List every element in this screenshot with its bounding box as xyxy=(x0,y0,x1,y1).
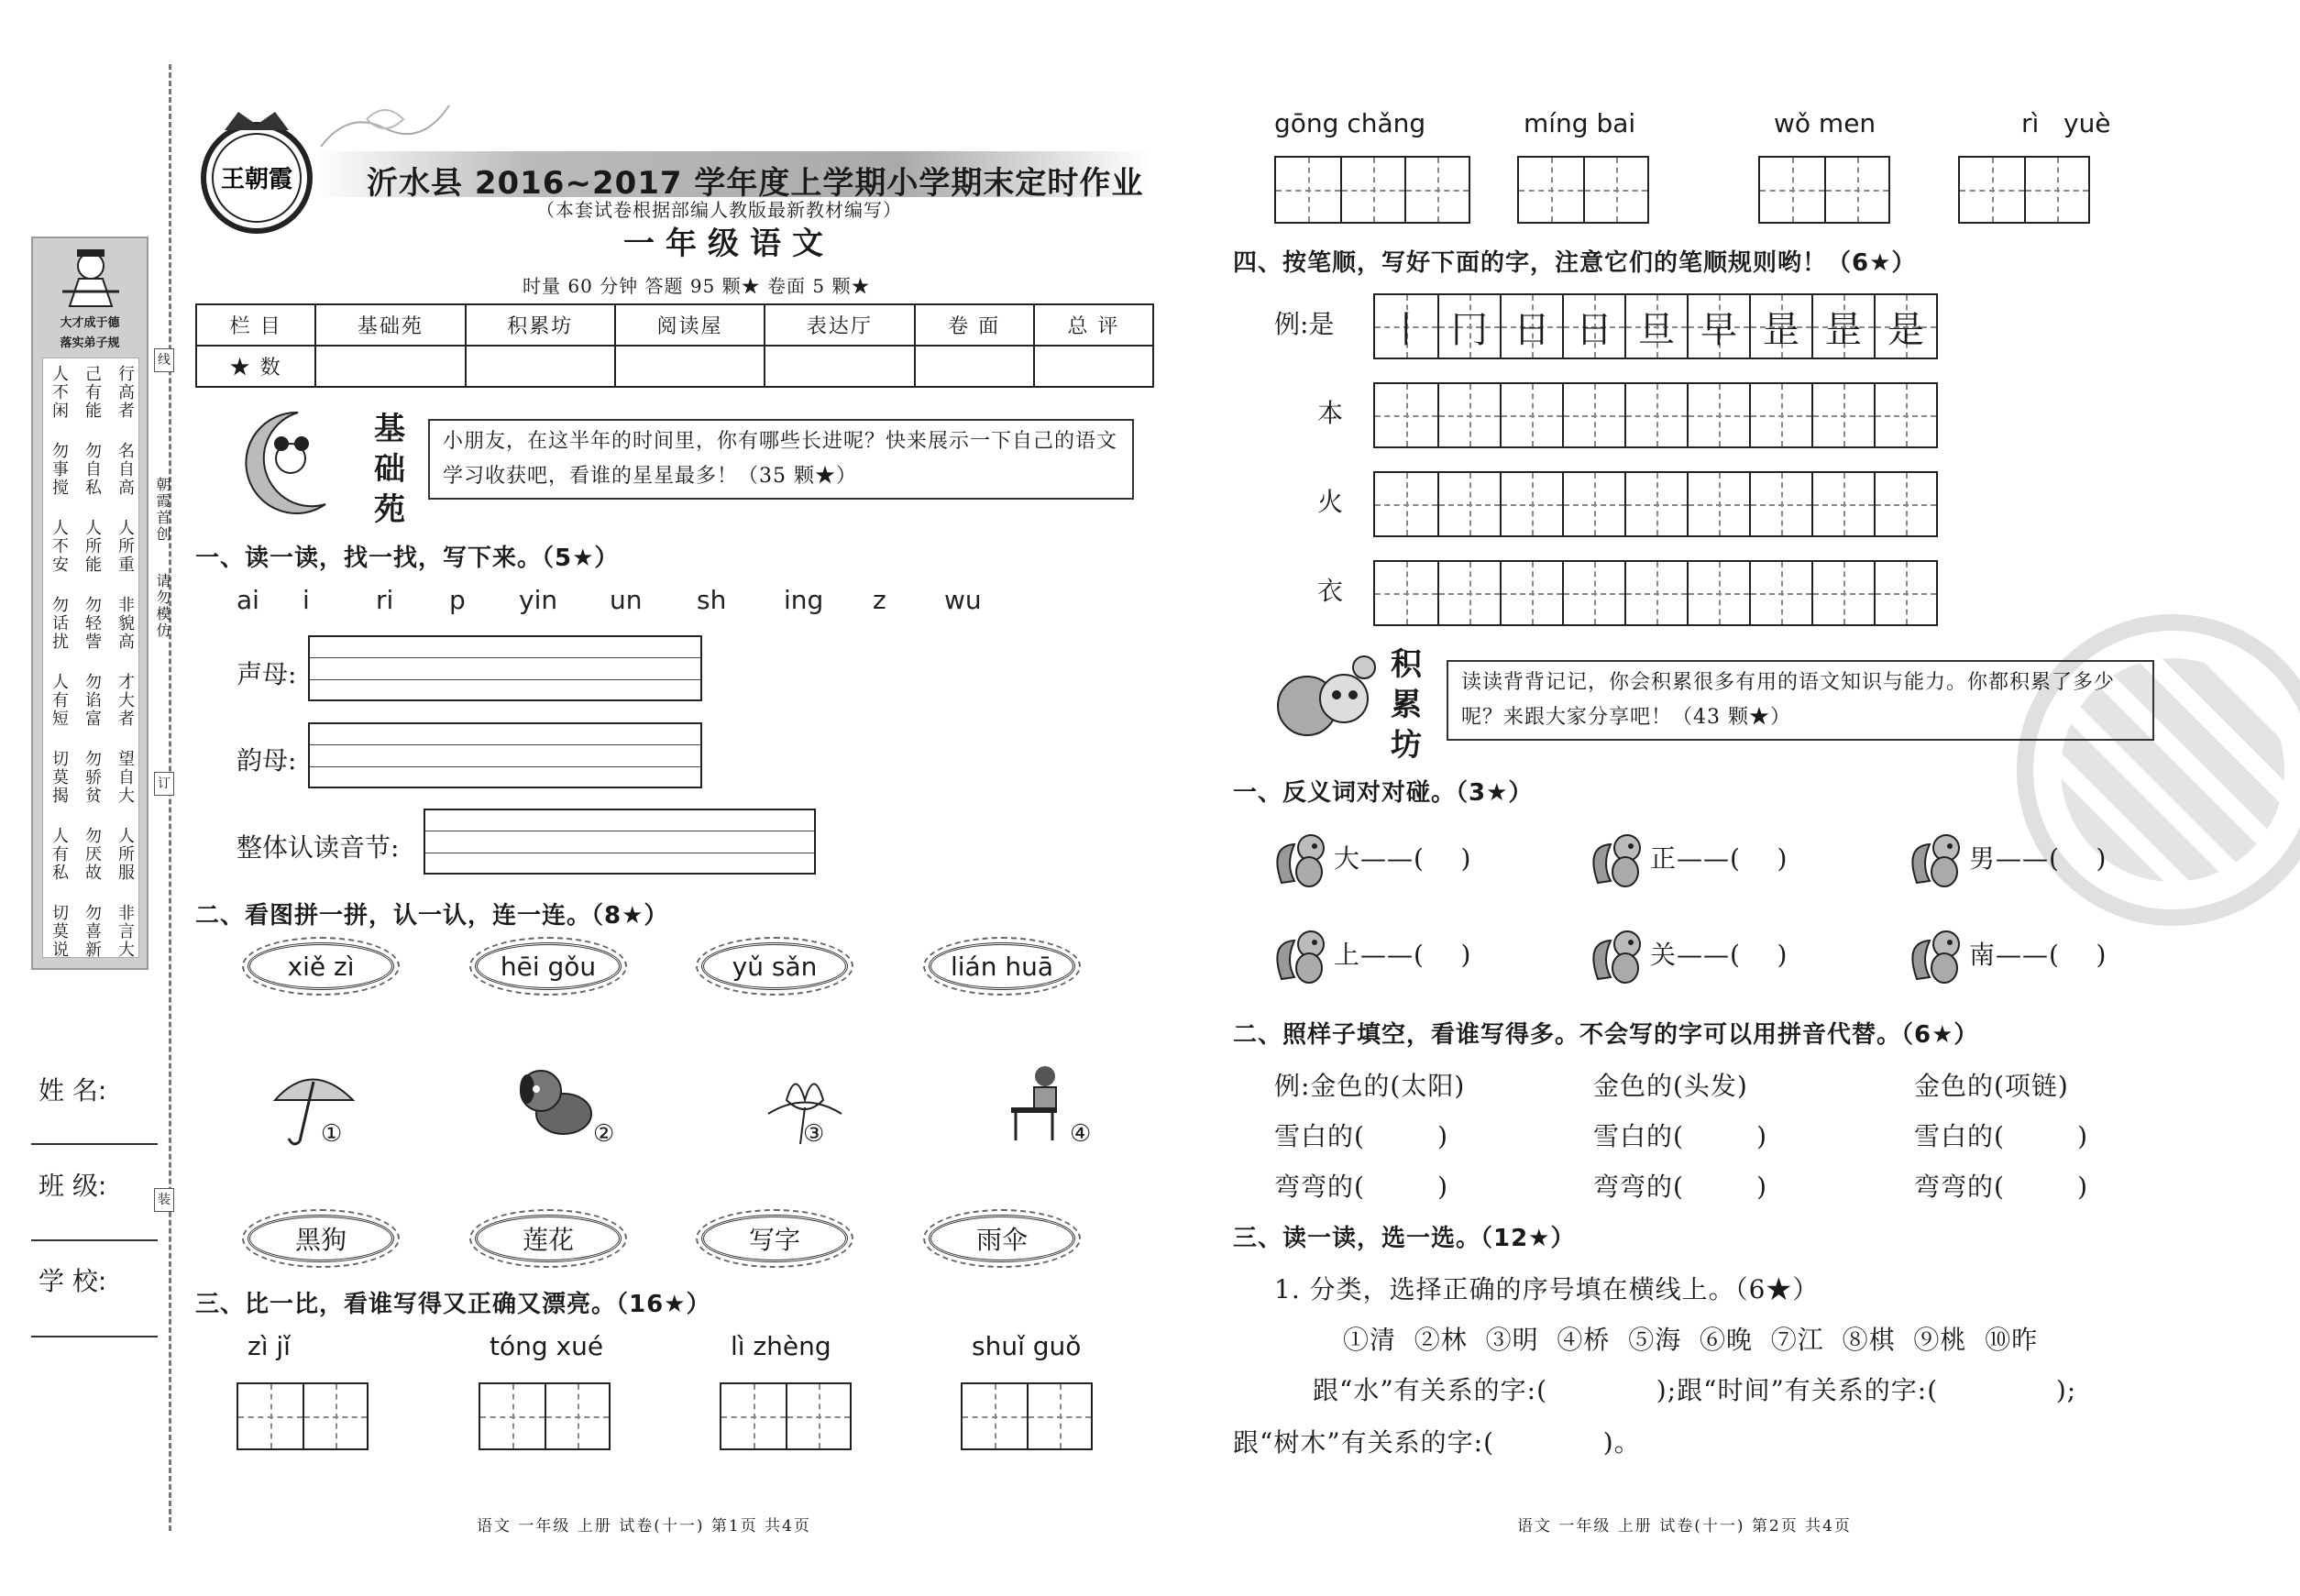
stroke-step: 是 xyxy=(1887,308,1924,351)
score-input-cell[interactable] xyxy=(315,346,465,387)
grid-cell[interactable] xyxy=(786,1384,850,1448)
section2-title-char: 累 xyxy=(1391,687,1422,723)
saying-column: 己有能 xyxy=(83,365,102,420)
fill-blank-item[interactable]: 弯弯的( ) xyxy=(1274,1172,1449,1202)
saying-group xyxy=(42,673,141,728)
grid-cell[interactable] xyxy=(1811,295,1874,358)
pinyin-option: wu xyxy=(944,585,982,615)
grid-cell[interactable] xyxy=(963,1384,1027,1448)
grade-subject: 一年级语文 xyxy=(623,226,834,262)
grid-cell[interactable] xyxy=(1437,384,1500,446)
cartoon-animals-icon xyxy=(1272,651,1382,743)
stroke-step: 日 xyxy=(1513,308,1550,351)
saying-column: 勿话扰 xyxy=(50,596,69,651)
grid-cell[interactable] xyxy=(238,1384,303,1448)
school-label: 学 校: xyxy=(39,1266,107,1296)
saying-group xyxy=(42,365,141,420)
time-info: 时量 60 分钟 答题 95 颗★ 卷面 5 颗★ xyxy=(523,275,871,297)
top-writing-grid[interactable] xyxy=(1274,156,1470,224)
scholar-icon xyxy=(61,246,121,310)
binding-dashed-line xyxy=(169,64,171,1531)
pinyin-oval[interactable]: hēi gǒu xyxy=(475,942,622,990)
q3-writing-grid[interactable] xyxy=(961,1382,1093,1450)
score-header-cell: 基础苑 xyxy=(315,304,465,346)
section-jileifang-title xyxy=(1388,644,1425,765)
score-table-star-row xyxy=(196,346,1153,387)
saying-column: 勿骄贫 xyxy=(83,750,102,805)
antonym-item[interactable]: 关——( ) xyxy=(1650,940,1788,970)
stroke-char-label: 衣 xyxy=(1317,576,1344,606)
q1-label-whole-syllables: 整体认读音节: xyxy=(237,832,400,863)
grid-cell[interactable] xyxy=(1437,473,1500,535)
saying-group xyxy=(42,750,141,805)
stroke-step: 冂 xyxy=(1451,308,1488,351)
pinyin-oval[interactable]: lián huā xyxy=(929,942,1075,990)
saying-group xyxy=(42,442,141,497)
top-pinyin: gōng chǎng xyxy=(1274,108,1426,138)
score-input-cell[interactable] xyxy=(466,346,615,387)
saying-group xyxy=(42,596,141,651)
score-header-cell: 阅读屋 xyxy=(615,304,765,346)
grid-cell[interactable] xyxy=(1749,473,1811,535)
q1-label-initials: 声母: xyxy=(237,659,297,689)
saying-column: 望自大 xyxy=(116,750,135,805)
grid-cell[interactable] xyxy=(1500,384,1562,446)
q3-pinyin: zì jǐ xyxy=(248,1331,291,1361)
squirrel-icon xyxy=(1590,828,1647,892)
sayings-list xyxy=(42,365,141,959)
bind-mark-zhuang: 装 xyxy=(154,1188,174,1212)
picture-number-1: ① xyxy=(321,1120,343,1148)
pinyin-option: i xyxy=(303,585,310,615)
sidebar-motto xyxy=(33,314,147,354)
saying-column: 勿厌故 xyxy=(83,827,102,882)
stroke-char-label: 火 xyxy=(1317,487,1344,517)
fill-blank-item[interactable]: 弯弯的( ) xyxy=(1914,1172,2089,1202)
pinyin-option: z xyxy=(873,585,886,615)
grid-cell[interactable] xyxy=(1562,384,1624,446)
grid-cell[interactable] xyxy=(1276,158,1340,222)
saying-column: 切莫揭 xyxy=(50,750,69,805)
ribbon-decoration xyxy=(312,101,458,156)
grid-cell[interactable] xyxy=(1824,158,1888,222)
antonym-item[interactable]: 正——( ) xyxy=(1650,843,1788,874)
bind-mark-line: 线 xyxy=(154,348,174,372)
q1-title: 一、读一读，找一找，写下来。（5★） xyxy=(195,545,620,572)
section1-title-char: 础 xyxy=(374,451,405,488)
section1-char-1 xyxy=(371,409,408,530)
score-input-cell[interactable] xyxy=(765,346,914,387)
pinyin-option: p xyxy=(449,585,466,615)
grid-cell[interactable] xyxy=(480,1384,545,1448)
stroke-practice-grid[interactable] xyxy=(1373,560,1938,626)
black-dog-icon xyxy=(513,1063,605,1146)
q1-label-finals: 韵母: xyxy=(237,745,297,776)
vertical-text-no-copy: 请勿模仿 xyxy=(154,573,171,639)
top-writing-grid[interactable] xyxy=(1958,156,2090,224)
classification-subquestion: 1. 分类，选择正确的序号填在横线上。（6★） xyxy=(1274,1274,1820,1304)
word-oval[interactable]: 雨伞 xyxy=(929,1215,1075,1262)
grid-cell[interactable] xyxy=(1624,562,1687,624)
pinyin-oval[interactable]: yǔ sǎn xyxy=(701,942,848,990)
publisher-logo xyxy=(188,103,325,240)
section1-intro: 小朋友，在这半年的时间里，你有哪些长进呢？快来展示一下自己的语文学习收获吧，看谁的星星最多！（35 颗★） xyxy=(428,419,1134,500)
antonym-item[interactable]: 上——( ) xyxy=(1334,940,1472,970)
saying-column: 勿自私 xyxy=(83,442,102,497)
child-writing-icon xyxy=(1007,1062,1080,1144)
bind-mark-ding: 订 xyxy=(154,772,174,796)
pinyin-option: sh xyxy=(697,585,727,615)
q3-title: 三、比一比，看谁写得又正确又漂亮。（16★） xyxy=(195,1291,711,1318)
q1-whole-syllables-writing-lines[interactable] xyxy=(424,809,816,875)
picture-number-3: ③ xyxy=(803,1120,825,1148)
classification-options: ①清 ②林 ③明 ④桥 ⑤海 ⑥晚 ⑦江 ⑧棋 ⑨桃 ⑩昨 xyxy=(1343,1325,2039,1355)
stroke-step: 早 xyxy=(1700,308,1737,351)
section2-title-char: 积 xyxy=(1391,646,1422,683)
fill-blank-item: 金色的(项链) xyxy=(1914,1071,2069,1101)
fill-blank-question-title: 二、照样子填空，看谁写得多。不会写的字可以用拼音代替。（6★） xyxy=(1233,1021,1979,1049)
read-choose-question-title: 三、读一读，选一选。（12★） xyxy=(1233,1225,1576,1252)
grid-cell[interactable] xyxy=(1027,1384,1091,1448)
score-header-cell: 总 评 xyxy=(1034,304,1153,346)
saying-column: 勿轻訾 xyxy=(83,596,102,651)
stroke-step: 丨 xyxy=(1388,308,1425,351)
grid-cell[interactable] xyxy=(1624,384,1687,446)
score-header-cell: 栏 目 xyxy=(196,304,315,346)
stroke-char-label: 本 xyxy=(1317,398,1344,428)
picture-number-2: ② xyxy=(593,1120,615,1148)
stroke-step: 昰 xyxy=(1763,308,1799,351)
stroke-practice-grid[interactable] xyxy=(1373,382,1938,448)
grid-cell[interactable] xyxy=(1624,473,1687,535)
squirrel-icon xyxy=(1909,828,1966,892)
antonym-question-title: 一、反义词对对碰。（3★） xyxy=(1233,779,1534,807)
score-input-cell[interactable] xyxy=(615,346,765,387)
saying-group xyxy=(42,827,141,882)
grid-cell[interactable] xyxy=(1687,384,1749,446)
fill-blank-item[interactable]: 弯弯的( ) xyxy=(1593,1172,1768,1202)
name-label: 姓 名: xyxy=(39,1075,107,1106)
score-header-cell: 卷 面 xyxy=(915,304,1034,346)
saying-column: 才大者 xyxy=(116,673,135,728)
score-header-cell: 积累坊 xyxy=(466,304,615,346)
word-oval[interactable]: 黑狗 xyxy=(248,1215,394,1262)
sidebar-panel xyxy=(31,237,149,970)
score-input-cell[interactable] xyxy=(1034,346,1153,387)
grid-cell[interactable] xyxy=(1811,384,1874,446)
grid-cell[interactable] xyxy=(303,1384,367,1448)
saying-column: 人不闲 xyxy=(50,365,69,420)
grid-cell[interactable] xyxy=(1749,384,1811,446)
squirrel-icon xyxy=(1909,924,1966,988)
fill-blank-item: 金色的(头发) xyxy=(1593,1071,1748,1101)
grid-cell[interactable] xyxy=(1340,158,1404,222)
pinyin-oval[interactable]: xiě zì xyxy=(248,942,394,990)
grid-cell[interactable] xyxy=(1500,473,1562,535)
q3-writing-grid[interactable] xyxy=(479,1382,611,1450)
grid-cell[interactable] xyxy=(1760,158,1824,222)
grid-cell[interactable] xyxy=(1562,295,1624,358)
grid-cell[interactable] xyxy=(1624,295,1687,358)
stroke-step: 旦 xyxy=(1638,308,1675,351)
saying-column: 人所能 xyxy=(83,519,102,574)
top-writing-grid[interactable] xyxy=(1517,156,1649,224)
stroke-step: 日 xyxy=(1576,308,1612,351)
saying-column: 人所服 xyxy=(116,827,135,882)
pinyin-option: yin xyxy=(519,585,558,615)
squirrel-icon xyxy=(1274,828,1331,892)
grid-cell[interactable] xyxy=(1749,295,1811,358)
classification-answer-line-2[interactable]: 跟“树木”有关系的字:( )。 xyxy=(1233,1427,1641,1458)
saying-column: 勿事搅 xyxy=(50,442,69,497)
top-pinyin: rì yuè xyxy=(2021,108,2111,138)
moon-cartoon-icon xyxy=(234,403,335,523)
top-writing-grid[interactable] xyxy=(1758,156,1890,224)
section2-intro: 读读背背记记，你会积累很多有用的语文知识与能力。你都积累了多少呢？来跟大家分享吧！（43 颗★） xyxy=(1447,660,2154,741)
grid-cell[interactable] xyxy=(1749,562,1811,624)
pinyin-option: ai xyxy=(237,585,259,615)
grid-cell[interactable] xyxy=(2024,158,2088,222)
saying-column: 人所重 xyxy=(116,519,135,574)
score-star-label: ★ 数 xyxy=(196,346,315,387)
stroke-practice-grid[interactable] xyxy=(1373,471,1938,537)
grid-cell[interactable] xyxy=(1687,473,1749,535)
grid-cell[interactable] xyxy=(721,1384,786,1448)
stroke-step: 昰 xyxy=(1825,308,1862,351)
exam-subtitle: （本套试卷根据部编人教版最新教材编写） xyxy=(536,199,902,221)
picture-number-4: ④ xyxy=(1070,1120,1092,1148)
antonym-item[interactable]: 男——( ) xyxy=(1969,843,2107,874)
saying-column: 非言大 xyxy=(116,904,135,959)
grid-cell[interactable] xyxy=(1811,473,1874,535)
stroke-example-grid[interactable] xyxy=(1373,293,1938,359)
grid-cell[interactable] xyxy=(1404,158,1469,222)
grid-cell[interactable] xyxy=(1437,562,1500,624)
class-field[interactable] xyxy=(31,1239,158,1241)
top-pinyin: wǒ men xyxy=(1774,108,1876,138)
grid-cell[interactable] xyxy=(1960,158,2024,222)
q3-writing-grid[interactable] xyxy=(237,1382,369,1450)
q3-pinyin: lì zhèng xyxy=(731,1331,831,1361)
saying-column: 人不安 xyxy=(50,519,69,574)
q3-writing-grid[interactable] xyxy=(720,1382,852,1450)
saying-column: 非貌高 xyxy=(116,596,135,651)
fill-blank-item[interactable]: 雪白的( ) xyxy=(1914,1121,2089,1151)
section1-title-char: 基 xyxy=(374,411,405,447)
pinyin-option: un xyxy=(610,585,643,615)
school-field[interactable] xyxy=(31,1336,158,1337)
top-pinyin: míng bai xyxy=(1524,108,1636,138)
motto-line-1: 大才成于德 xyxy=(60,316,120,330)
grid-cell[interactable] xyxy=(1500,562,1562,624)
grid-cell[interactable] xyxy=(1519,158,1583,222)
class-label: 班 级: xyxy=(39,1171,107,1201)
grid-cell[interactable] xyxy=(1375,473,1437,535)
pinyin-option: ri xyxy=(376,585,394,615)
section1-title-char: 苑 xyxy=(374,491,405,528)
saying-column: 勿谄富 xyxy=(83,673,102,728)
score-header-cell: 表达厅 xyxy=(765,304,914,346)
grid-cell[interactable] xyxy=(1874,562,1936,624)
umbrella-icon xyxy=(270,1063,358,1146)
grid-cell[interactable] xyxy=(1687,295,1749,358)
grid-cell[interactable] xyxy=(1583,158,1647,222)
section-jichuyuan-title xyxy=(371,409,408,530)
grid-cell[interactable] xyxy=(1811,562,1874,624)
left-page-footer: 语文 一年级 上册 试卷(十一) 第1页 共4页 xyxy=(477,1517,811,1535)
fill-blank-item: 例:金色的(太阳) xyxy=(1274,1071,1466,1101)
score-table xyxy=(195,303,1154,388)
grid-cell[interactable] xyxy=(1375,562,1437,624)
grid-cell[interactable] xyxy=(1375,384,1437,446)
stroke-example-label: 例:是 xyxy=(1274,309,1335,339)
word-oval[interactable]: 写字 xyxy=(701,1215,848,1262)
saying-column: 人有私 xyxy=(50,827,69,882)
score-input-cell[interactable] xyxy=(915,346,1034,387)
q3-pinyin: tóng xué xyxy=(490,1331,604,1361)
fill-blank-item[interactable]: 雪白的( ) xyxy=(1593,1121,1768,1151)
pinyin-option: ing xyxy=(784,585,824,615)
saying-group xyxy=(42,904,141,959)
squirrel-icon xyxy=(1274,924,1331,988)
squirrel-icon xyxy=(1590,924,1647,988)
section2-title-char: 坊 xyxy=(1391,727,1422,764)
grid-cell[interactable] xyxy=(1375,295,1437,358)
saying-column: 勿喜新 xyxy=(83,904,102,959)
grid-cell[interactable] xyxy=(1874,295,1936,358)
grid-cell[interactable] xyxy=(1437,295,1500,358)
section2-chars xyxy=(1388,644,1425,765)
grid-cell[interactable] xyxy=(1874,384,1936,446)
vertical-text-original: 朝霞首创 xyxy=(154,477,171,543)
q4-title: 四、按笔顺，写好下面的字，注意它们的笔顺规则哟！（6★） xyxy=(1233,249,1917,277)
motto-line-2: 落实弟子规 xyxy=(60,336,120,350)
q1-finals-writing-lines[interactable] xyxy=(308,722,702,788)
saying-column: 人有短 xyxy=(50,673,69,728)
fill-blank-item[interactable]: 雪白的( ) xyxy=(1274,1121,1449,1151)
antonym-item[interactable]: 大——( ) xyxy=(1334,843,1472,874)
grid-cell[interactable] xyxy=(1687,562,1749,624)
saying-column: 切莫说 xyxy=(50,904,69,959)
saying-column: 名自高 xyxy=(116,442,135,497)
grid-cell[interactable] xyxy=(545,1384,609,1448)
q2-title: 二、看图拼一拼，认一认，连一连。（8★） xyxy=(195,902,669,930)
logo-text: 王朝霞 xyxy=(220,166,293,193)
name-field[interactable] xyxy=(31,1143,158,1145)
right-page-footer: 语文 一年级 上册 试卷(十一) 第2页 共4页 xyxy=(1517,1517,1852,1535)
grid-cell[interactable] xyxy=(1562,562,1624,624)
grid-cell[interactable] xyxy=(1500,295,1562,358)
saying-column: 行高者 xyxy=(116,365,135,420)
classification-answer-line-1[interactable]: 跟“水”有关系的字:( );跟“时间”有关系的字:( ); xyxy=(1313,1375,2077,1405)
antonym-item[interactable]: 南——( ) xyxy=(1969,940,2107,970)
saying-group xyxy=(42,519,141,574)
grid-cell[interactable] xyxy=(1874,473,1936,535)
word-oval[interactable]: 莲花 xyxy=(475,1215,622,1262)
grid-cell[interactable] xyxy=(1562,473,1624,535)
exam-title: 沂水县 2016~2017 学年度上学期小学期末定时作业 xyxy=(367,165,1144,202)
q3-pinyin: shuǐ guǒ xyxy=(972,1331,1082,1361)
q1-initials-writing-lines[interactable] xyxy=(308,635,702,701)
score-table-header-row xyxy=(196,304,1153,346)
